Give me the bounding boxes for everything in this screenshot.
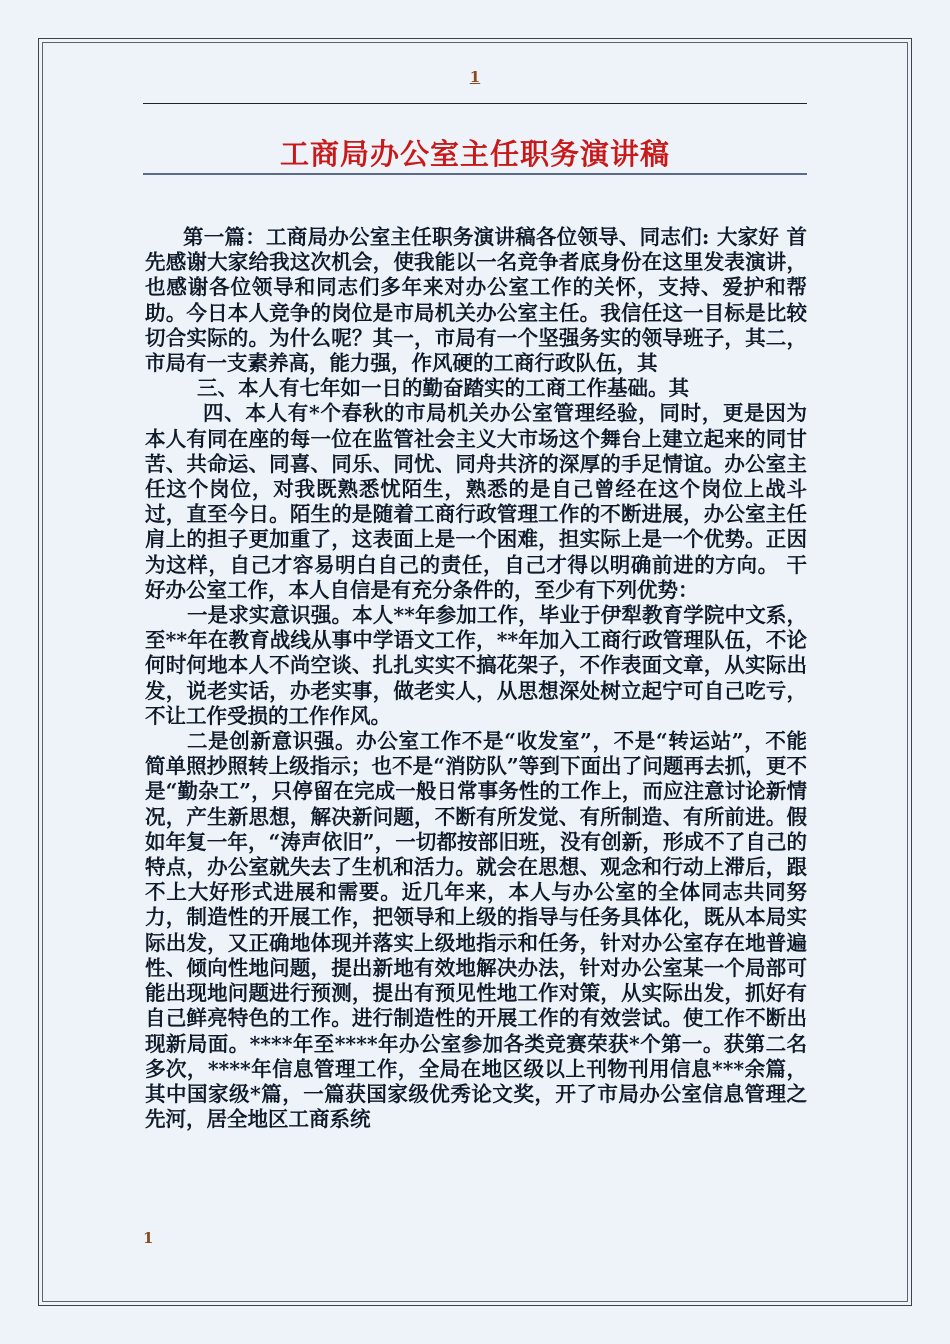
paragraph: 三、本人有七年如一日的勤奋踏实的工商工作基础。其 xyxy=(197,376,689,401)
paragraph: 二是创新意识强。办公室工作不是“收发室”，不是“转运站”，不能简单照抄照转上级指示；也不是“消防队”等到下面出了问题再去抓，更不是“勤杂工”，只停留在完成一般日常事务性的工作上，而应注意讨论新情况，产生新思想，解决新问题，不断有所发觉、有所制造、有所前进。假如年复一年，“涛声依旧”，一切都按部旧班，没有创新，形成不了自己的特点，办公室就失去了生机和活力。就会在思想、观念和行动上滞后，跟不上大好形式进展和需要。近几年来，本人与办公室的全体同志共同努力，制造性的开展工作，把领导和上级的指导与任务具体化，既从本局实际出发，又正确地体现并落实上级地指示和任务，针对办公室存在地普遍性、倾向性地问题，提出新地有效地解决办法，针对办公室某一个局部可能出现地问题进行预测，提出有预见性地工作对策，从实际出发，抓好有自己鲜亮特色的工作。进行制造性的开展工作的有效尝试。使工作不断出现新局面。****年至****年办公室参加各类竞赛荣获*个第一。获第二名多次，****年信息管理工作，全局在地区级以上刊物刊用信息***余篇，其中国家级*篇，一篇获国家级优秀论文奖，开了市局办公室信息管理之先河，居全地区工商系统 xyxy=(145,729,807,1132)
document-body xyxy=(145,225,807,1132)
paragraph: 四、本人有*个春秋的市局机关办公室管理经验，同时，更是因为本人有同在座的每一位在监管社会主义大市场这个舞台上建立起来的同甘苦、共命运、同喜、同乐、同忧、同舟共济的深厚的手足情谊。办公室主任这个岗位，对我既熟悉忧陌生，熟悉的是自己曾经在这个岗位上战斗过，直至今日。陌生的是随着工商行政管理工作的不断进展，办公室主任肩上的担子更加重了，这表面上是一个困难，担实际上是一个优势。正因为这样，自己才容易明白自己的责任，自己才得以明确前进的方向。 干好办公室工作，本人自信是有充分条件的，至少有下列优势： xyxy=(145,401,807,602)
header-divider xyxy=(143,103,807,104)
header-page-number: 1 xyxy=(469,68,481,86)
paragraph: 一是求实意识强。本人**年参加工作，毕业于伊犁教育学院中文系，至**年在教育战线从事中学语文工作，**年加入工商行政管理队伍，不论何时何地本人不尚空谈、扎扎实实不搞花架子，不作表面文章，从实际出发，说老实话，办老实事，做老实人，从思想深处树立起宁可自己吃亏，不让工作受损的工作作风。 xyxy=(145,603,807,728)
paragraph: 第一篇：工商局办公室主任职务演讲稿各位领导、同志们: 大家好 首先感谢大家给我这次机会，使我能以一名竞争者底身份在这里发表演讲，也感谢各位领导和同志们多年来对办公室工作的关怀，支持、爱护和帮助。今日本人竞争的岗位是市局机关办公室主任。我信任这一目标是比较切合实际的。为什么呢？其一，市局有一个坚强务实的领导班子，其二，市局有一支素养高，能力强，作风硬的工商行政队伍，其 xyxy=(145,225,807,376)
footer-page-number: 1 xyxy=(143,1229,154,1247)
document-title: 工商局办公室主任职务演讲稿 xyxy=(279,137,670,171)
title-divider xyxy=(143,173,807,175)
